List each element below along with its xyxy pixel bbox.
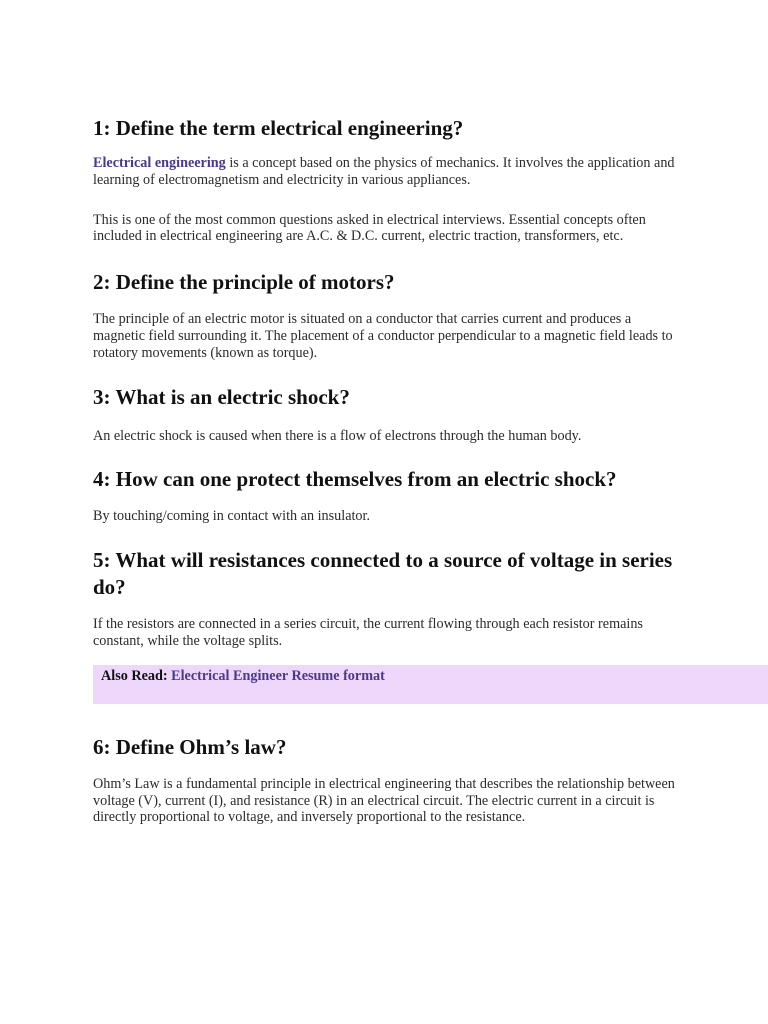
answer-paragraph-1a xyxy=(93,155,678,189)
article xyxy=(93,113,768,826)
answer-paragraph-5: If the resistors are connected in a series circuit, the current flowing through each resistor remains constant, while the voltage splits. xyxy=(93,616,643,649)
question-heading-3: 3: What is an electric shock? xyxy=(93,384,350,409)
answer-paragraph-4: By touching/coming in contact with an insulator. xyxy=(93,508,371,525)
question-heading-1: 1: Define the term electrical engineering? xyxy=(93,116,464,140)
question-heading-2: 2: Define the principle of motors? xyxy=(93,270,395,295)
article-content xyxy=(93,115,678,650)
also-read-box xyxy=(93,665,768,704)
article-content-continued xyxy=(93,734,678,826)
also-read-label: Also Read: xyxy=(101,667,168,684)
question-heading-5: 5: What will resistances connected to a source of voltage in series do? xyxy=(93,548,673,600)
question-heading-6: 6: Define Ohm’s law? xyxy=(93,734,287,759)
electrical-engineering-link[interactable]: Electrical engineering xyxy=(93,155,226,171)
answer-paragraph-3: An electric shock is caused when there is a flow of electrons through the human body. xyxy=(93,427,582,444)
question-heading-4: 4: How can one protect themselves from an electric shock? xyxy=(93,467,617,492)
answer-paragraph-1b: This is one of the most common questions asked in electrical interviews. Essential concepts often included in electrical engineering are A.C. & D.C. current, electric traction, transformers, etc. xyxy=(93,211,646,245)
answer-text-1a: is a concept based on the physics of mechanics. It involves the application and learning of electromagnetism and electricity in various appliances. xyxy=(93,155,675,188)
answer-paragraph-6: Ohm’s Law is a fundamental principle in electrical engineering that describes the relationship between voltage (V), current (I), and resistance (R) in an electrical circuit. The electric current in a circuit is directly proportional to voltage, and inversely proportional to the resistance. xyxy=(93,775,675,826)
also-read-link[interactable]: Electrical Engineer Resume format xyxy=(171,667,385,684)
answer-paragraph-2: The principle of an electric motor is situated on a conductor that carries current and produces a magnetic field surrounding it. The placement of a conductor perpendicular to a magnetic field leads to rotatory movements (known as torque). xyxy=(93,311,673,361)
